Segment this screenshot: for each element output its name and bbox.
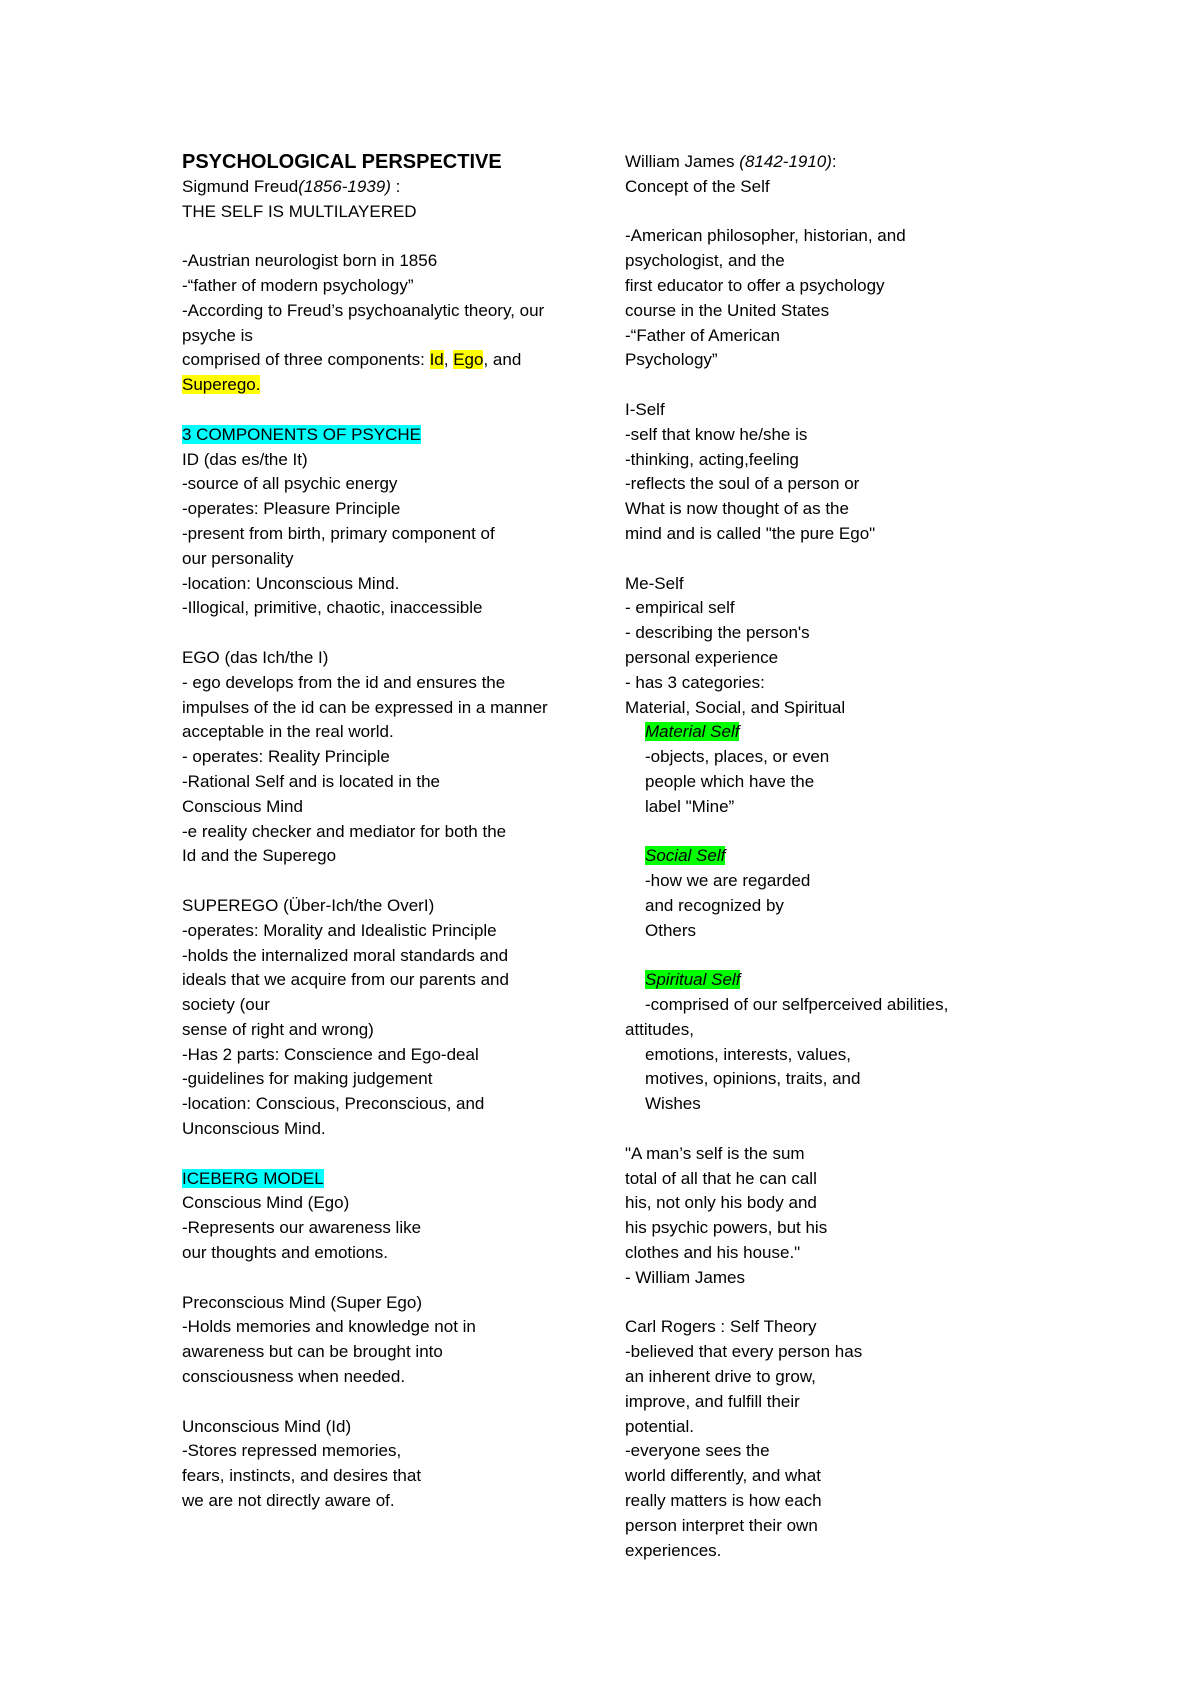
freud-thesis: THE SELF IS MULTILAYERED [182, 201, 417, 221]
quote-line: "A man’s self is the sum [625, 1143, 805, 1163]
ego-line: -Rational Self and is located in the [182, 771, 440, 791]
iceberg-heading: ICEBERG MODEL [182, 1168, 324, 1188]
ego-line: -e reality checker and mediator for both the [182, 821, 507, 841]
components-line [182, 348, 602, 373]
right-column [625, 150, 1065, 1563]
material-self-heading: Material Self [645, 722, 740, 742]
iself-line: -reflects the soul of a person or [625, 474, 860, 494]
highlight-ego: Ego [453, 350, 484, 370]
rogers-line: -believed that every person has [625, 1342, 863, 1362]
social-line: and recognized by [645, 895, 784, 915]
blank-line [625, 1291, 1065, 1316]
superego-line: -location: Conscious, Preconscious, and [182, 1094, 485, 1114]
unconscious-line: Unconscious Mind (Id) [182, 1416, 352, 1436]
unconscious-line: we are not directly aware of. [182, 1491, 395, 1511]
iceberg-heading-line [182, 1167, 602, 1192]
highlight-id: Id [429, 350, 444, 370]
superego-line: -operates: Morality and Idealistic Principle [182, 920, 497, 940]
social-heading-line [625, 844, 1065, 869]
blank-line [182, 1266, 602, 1291]
rogers-line: Carl Rogers : Self Theory [625, 1317, 817, 1337]
freud-line: -“father of modern psychology” [182, 275, 414, 295]
id-line: -operates: Pleasure Principle [182, 499, 401, 519]
meself-line: - has 3 categories: [625, 672, 765, 692]
conscious-line: -Represents our awareness like [182, 1218, 422, 1238]
quote-attribution: - William James [625, 1267, 745, 1287]
blank-line [625, 547, 1065, 572]
social-line: Others [645, 920, 697, 940]
superego-line: Unconscious Mind. [182, 1119, 326, 1139]
preconscious-line: awareness but can be brought into [182, 1342, 443, 1362]
rogers-line: world differently, and what [625, 1466, 821, 1486]
james-line: -American philosopher, historian, and [625, 226, 906, 246]
james-name: William James [625, 152, 740, 171]
components-prefix: comprised of three components: [182, 350, 430, 370]
freud-colon: : [390, 176, 401, 196]
material-line: people which have the [645, 771, 815, 791]
social-line: -how we are regarded [645, 871, 811, 891]
iself-line: What is now thought of as the [625, 499, 849, 519]
preconscious-line: -Holds memories and knowledge not in [182, 1317, 476, 1337]
ego-line: - ego develops from the id and ensures the [182, 672, 506, 692]
spiritual-line: attitudes, [625, 1019, 694, 1039]
spiritual-heading-line [625, 968, 1065, 993]
left-column [182, 150, 602, 1514]
freud-name: Sigmund Freud [182, 176, 299, 196]
id-line: -location: Unconscious Mind. [182, 573, 400, 593]
blank-line [182, 869, 602, 894]
blank-line [625, 200, 1065, 225]
blank-line [625, 373, 1065, 398]
id-line: -source of all psychic energy [182, 474, 398, 494]
blank-line [182, 398, 602, 423]
james-colon: : [831, 152, 837, 171]
iself-line: mind and is called "the pure Ego" [625, 523, 876, 543]
blank-line [182, 621, 602, 646]
ego-line: Id and the Superego [182, 846, 337, 866]
comma-separator: , [443, 350, 454, 370]
quote-line: his psychic powers, but his [625, 1218, 828, 1238]
superego-line: society (our [182, 995, 270, 1015]
id-line: -Illogical, primitive, chaotic, inaccessible [182, 598, 483, 618]
unconscious-line: -Stores repressed memories, [182, 1441, 402, 1461]
spiritual-line: -comprised of our selfperceived abilities, [645, 995, 949, 1015]
unconscious-line: fears, instincts, and desires that [182, 1466, 422, 1486]
psyche-heading: 3 COMPONENTS OF PSYCHE [182, 424, 421, 444]
james-line: first educator to offer a psychology [625, 275, 885, 295]
james-line: course in the United States [625, 300, 830, 320]
psyche-heading-line [182, 423, 602, 448]
rogers-line: person interpret their own [625, 1515, 818, 1535]
ego-line: impulses of the id can be expressed in a manner [182, 697, 548, 717]
conscious-line: our thoughts and emotions. [182, 1243, 389, 1263]
quote-line: clothes and his house." [625, 1243, 801, 1263]
rogers-line: experiences. [625, 1540, 722, 1560]
james-line: -“Father of American [625, 325, 780, 345]
meself-line: - describing the person's [625, 623, 810, 643]
rogers-line: really matters is how each [625, 1491, 822, 1511]
id-line: our personality [182, 548, 294, 568]
material-line: label "Mine” [645, 796, 735, 816]
freud-line: -Austrian neurologist born in 1856 [182, 251, 438, 271]
ego-line: acceptable in the real world. [182, 722, 394, 742]
rogers-line: -everyone sees the [625, 1441, 770, 1461]
james-heading [625, 150, 1065, 175]
freud-years: (1856-1939) [298, 176, 391, 196]
meself-line: personal experience [625, 647, 779, 667]
blank-line [625, 944, 1065, 969]
blank-line [625, 820, 1065, 845]
james-line: psychologist, and the [625, 251, 785, 271]
material-line: -objects, places, or even [645, 747, 830, 767]
preconscious-line: Preconscious Mind (Super Ego) [182, 1292, 423, 1312]
quote-line: total of all that he can call [625, 1168, 817, 1188]
quote-line: his, not only his body and [625, 1193, 817, 1213]
james-concept: Concept of the Self [625, 176, 770, 196]
superego-line: -holds the internalized moral standards and [182, 945, 509, 965]
superego-line: ideals that we acquire from our parents and [182, 970, 509, 990]
meself-line: Material, Social, and Spiritual [625, 697, 846, 717]
highlight-superego: Superego. [182, 375, 261, 395]
iself-line: I-Self [625, 399, 665, 419]
iself-line: -thinking, acting,feeling [625, 449, 799, 469]
spiritual-self-heading: Spiritual Self [645, 970, 741, 990]
blank-line [182, 224, 602, 249]
meself-line: - empirical self [625, 598, 735, 618]
rogers-line: improve, and fulfill their [625, 1391, 800, 1411]
superego-line: -guidelines for making judgement [182, 1069, 433, 1089]
rogers-line: potential. [625, 1416, 694, 1436]
freud-line: psyche is [182, 325, 253, 345]
blank-line [182, 1142, 602, 1167]
ego-line: EGO (das Ich/the I) [182, 647, 329, 667]
rogers-line: an inherent drive to grow, [625, 1367, 816, 1387]
superego-line: -Has 2 parts: Conscience and Ego-deal [182, 1044, 479, 1064]
superego-line: sense of right and wrong) [182, 1019, 374, 1039]
material-heading-line [625, 720, 1065, 745]
spiritual-line: emotions, interests, values, [645, 1044, 851, 1064]
ego-line: - operates: Reality Principle [182, 747, 390, 767]
freud-heading [182, 175, 602, 200]
ego-line: Conscious Mind [182, 796, 303, 816]
conscious-line: Conscious Mind (Ego) [182, 1193, 350, 1213]
blank-line [625, 1117, 1065, 1142]
and-separator: , and [483, 350, 522, 370]
superego-line: SUPEREGO (Über-Ich/the OverI) [182, 895, 435, 915]
meself-line: Me-Self [625, 573, 684, 593]
spiritual-line: Wishes [645, 1094, 701, 1114]
id-line: -present from birth, primary component of [182, 523, 495, 543]
iself-line: -self that know he/she is [625, 424, 808, 444]
spiritual-line: motives, opinions, traits, and [645, 1069, 861, 1089]
social-self-heading: Social Self [645, 846, 726, 866]
james-line: Psychology” [625, 350, 718, 370]
document-title: PSYCHOLOGICAL PERSPECTIVE [182, 151, 502, 173]
james-years: (8142-1910) [739, 152, 832, 171]
id-line: ID (das es/the It) [182, 449, 308, 469]
blank-line [182, 1390, 602, 1415]
components-line-2 [182, 373, 602, 398]
freud-line: -According to Freud’s psychoanalytic theory, our [182, 300, 545, 320]
preconscious-line: consciousness when needed. [182, 1367, 406, 1387]
